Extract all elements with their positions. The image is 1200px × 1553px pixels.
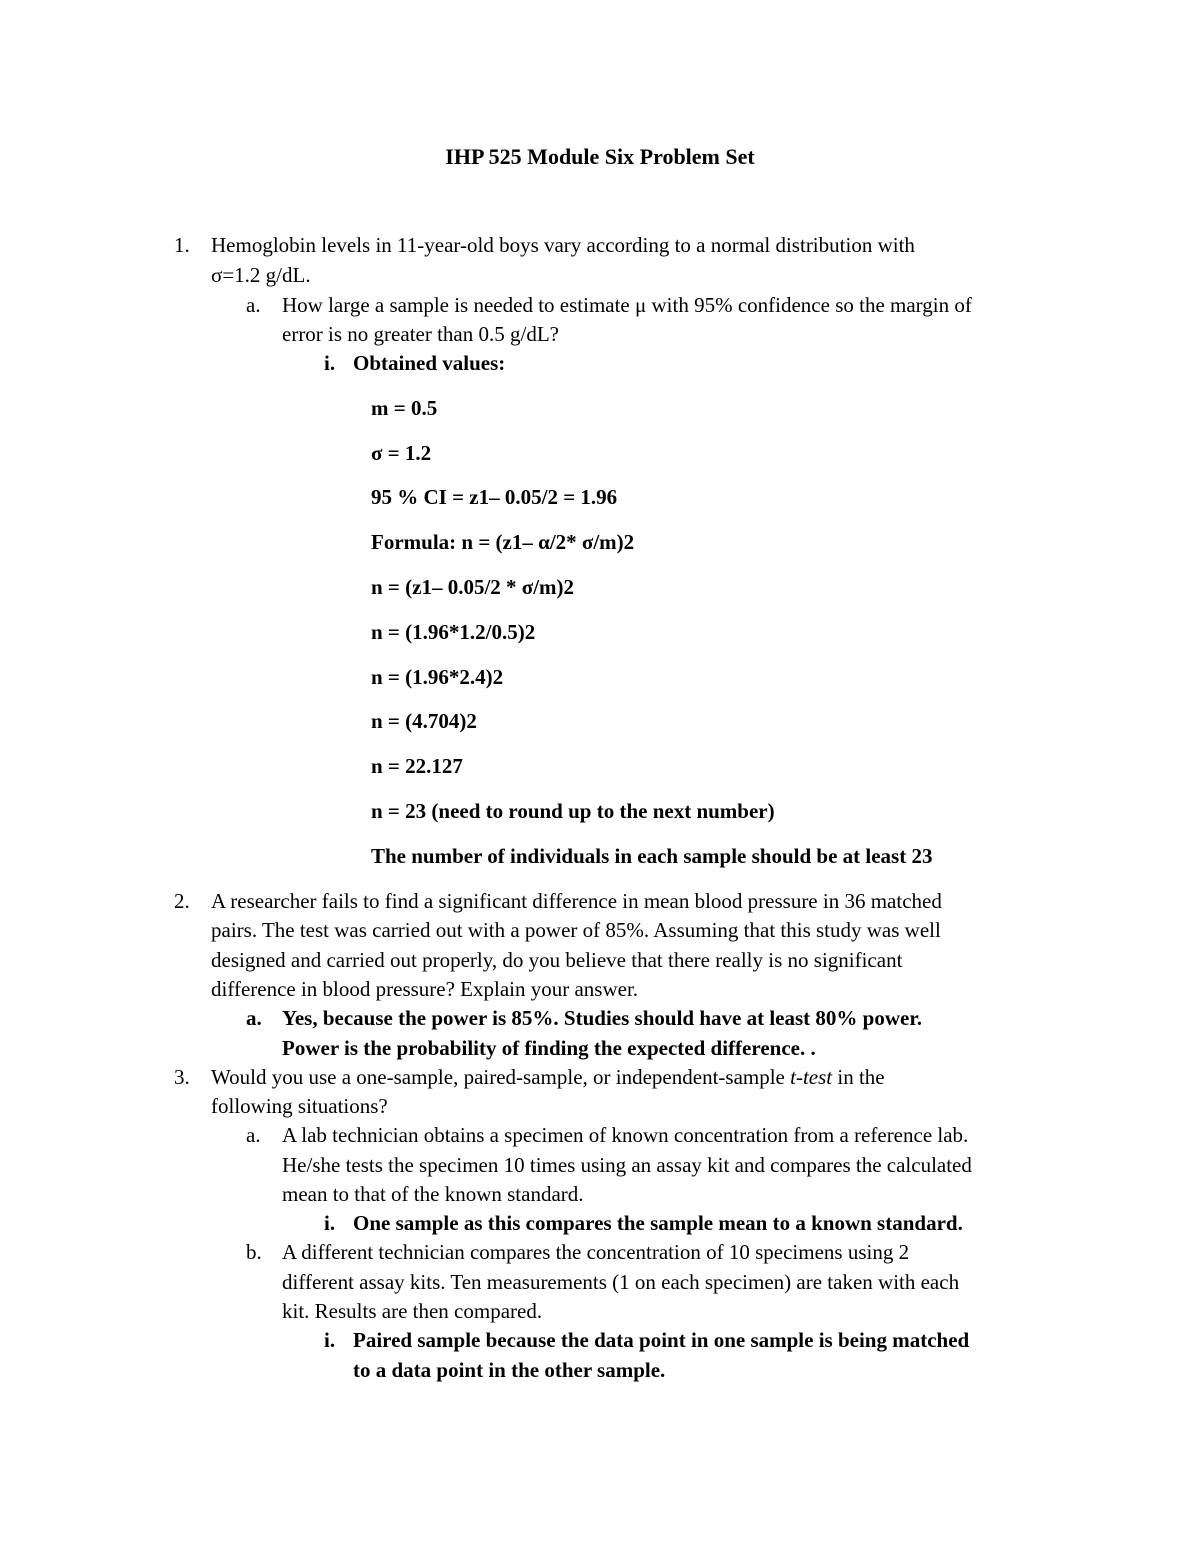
q2a-answer-line1: Yes, because the power is 85%. Studies should have at least 80% power. <box>282 1006 922 1030</box>
q3bi-answer-line2: to a data point in the other sample. <box>353 1358 666 1382</box>
q2-text-line: A researcher fails to find a significant difference in mean blood pressure in 36 matched <box>211 889 942 913</box>
q2-marker: 2. <box>174 889 190 913</box>
q1a-text-line1: How large a sample is needed to estimate μ with 95% confidence so the margin of <box>282 293 972 317</box>
q3ai-answer: One sample as this compares the sample mean to a known standard. <box>353 1211 963 1235</box>
q3a-text-line: A lab technician obtains a specimen of known concentration from a reference lab. <box>282 1123 969 1147</box>
calc-line: n = 22.127 <box>371 754 463 778</box>
q3a-marker: a. <box>246 1123 261 1147</box>
calc-line: n = (1.96*1.2/0.5)2 <box>371 620 536 644</box>
q1a-marker: a. <box>246 293 261 317</box>
q3b-text-line: different assay kits. Ten measurements (1 on each specimen) are taken with each <box>282 1270 960 1294</box>
q1-text-line1: Hemoglobin levels in 11-year-old boys vary according to a normal distribution with <box>211 233 915 257</box>
q2a-answer-line2: Power is the probability of finding the expected difference. . <box>282 1036 816 1060</box>
q1-text-line2: σ=1.2 g/dL. <box>211 263 311 287</box>
q3-marker: 3. <box>174 1065 190 1089</box>
calc-conclusion: The number of individuals in each sample should be at least 23 <box>371 844 933 868</box>
q1a-text-line2: error is no greater than 0.5 g/dL? <box>282 322 559 346</box>
q3-text-pre: Would you use a one-sample, paired-sample, or independent-sample <box>211 1065 791 1089</box>
q3a-text-line: mean to that of the known standard. <box>282 1182 584 1206</box>
q3-text-line1 <box>211 1065 885 1090</box>
q3a-text-line: He/she tests the specimen 10 times using an assay kit and compares the calculated <box>282 1153 972 1177</box>
q1ai-heading: Obtained values: <box>353 351 506 375</box>
calc-line: m = 0.5 <box>371 396 438 420</box>
q3b-text-line: kit. Results are then compared. <box>282 1299 543 1323</box>
page-title: IHP 525 Module Six Problem Set <box>445 144 755 169</box>
calc-line: n = (4.704)2 <box>371 709 477 733</box>
q3b-text-line: A different technician compares the concentration of 10 specimens using 2 <box>282 1240 910 1264</box>
q2-text-line: pairs. The test was carried out with a power of 85%. Assuming that this study was well <box>211 918 941 942</box>
q3-text-post: in the <box>832 1065 885 1089</box>
q3-text-line2: following situations? <box>211 1094 388 1118</box>
q3ai-marker: i. <box>324 1211 336 1235</box>
q3bi-answer-line1: Paired sample because the data point in one sample is being matched <box>353 1328 970 1352</box>
q3-text-em: t-test <box>790 1065 833 1089</box>
q2a-marker: a. <box>246 1006 262 1030</box>
calc-line: n = 23 (need to round up to the next number) <box>371 799 775 823</box>
q2-text-line: difference in blood pressure? Explain your answer. <box>211 977 639 1001</box>
calc-line: 95 % CI = z1– 0.05/2 = 1.96 <box>371 485 618 509</box>
calc-line: Formula: n = (z1– α/2* σ/m)2 <box>371 530 635 554</box>
q1-marker: 1. <box>174 233 190 257</box>
calc-line: σ = 1.2 <box>371 441 432 465</box>
q2-text-line: designed and carried out properly, do you believe that there really is no significant <box>211 948 903 972</box>
calc-line: n = (1.96*2.4)2 <box>371 665 504 689</box>
q3bi-marker: i. <box>324 1328 336 1352</box>
calc-line: n = (z1– 0.05/2 * σ/m)2 <box>371 575 575 599</box>
q3b-marker: b. <box>246 1240 262 1264</box>
q1ai-marker: i. <box>324 351 336 375</box>
